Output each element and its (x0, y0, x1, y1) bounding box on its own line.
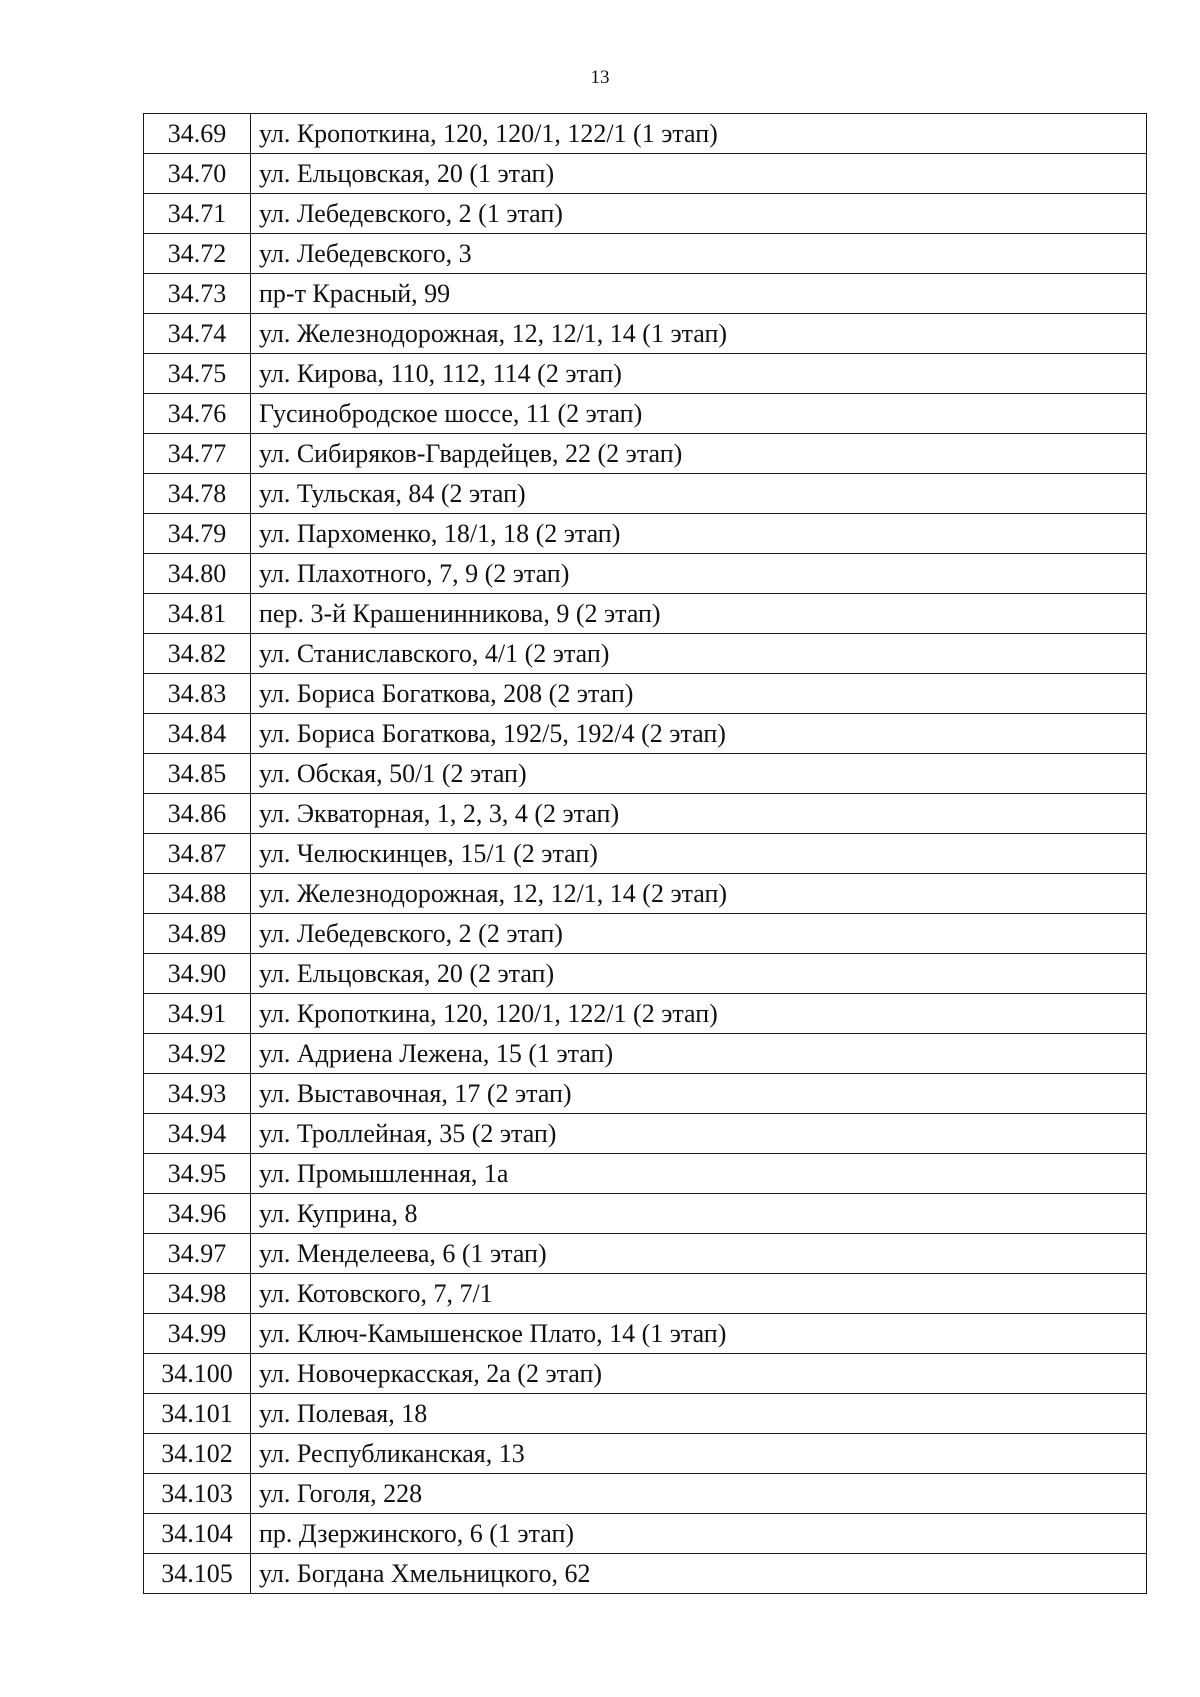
table-row (144, 234, 1147, 274)
address-cell: ул. Лебедевского, 2 (2 этап) (251, 914, 1147, 954)
row-number-cell: 34.86 (144, 794, 251, 834)
address-cell: ул. Железнодорожная, 12, 12/1, 14 (2 этап) (251, 874, 1147, 914)
address-cell: ул. Станиславского, 4/1 (2 этап) (251, 634, 1147, 674)
table-row (144, 514, 1147, 554)
address-cell: ул. Троллейная, 35 (2 этап) (251, 1114, 1147, 1154)
address-cell: ул. Кирова, 110, 112, 114 (2 этап) (251, 354, 1147, 394)
address-cell: ул. Выставочная, 17 (2 этап) (251, 1074, 1147, 1114)
table-row (144, 914, 1147, 954)
table-row (144, 1434, 1147, 1474)
row-number-cell: 34.101 (144, 1394, 251, 1434)
table-row (144, 1314, 1147, 1354)
row-number-cell: 34.72 (144, 234, 251, 274)
address-cell: ул. Промышленная, 1а (251, 1154, 1147, 1194)
table-row (144, 1274, 1147, 1314)
address-cell: ул. Гоголя, 228 (251, 1474, 1147, 1514)
table-row (144, 1234, 1147, 1274)
table-row (144, 554, 1147, 594)
table-row (144, 154, 1147, 194)
table-row (144, 1114, 1147, 1154)
row-number-cell: 34.81 (144, 594, 251, 634)
row-number-cell: 34.73 (144, 274, 251, 314)
address-table-body (144, 114, 1147, 1594)
address-cell: ул. Обская, 50/1 (2 этап) (251, 754, 1147, 794)
row-number-cell: 34.69 (144, 114, 251, 154)
address-cell: ул. Кропоткина, 120, 120/1, 122/1 (1 этап) (251, 114, 1147, 154)
table-row (144, 1554, 1147, 1594)
address-cell: ул. Лебедевского, 2 (1 этап) (251, 194, 1147, 234)
row-number-cell: 34.102 (144, 1434, 251, 1474)
address-cell: ул. Ельцовская, 20 (1 этап) (251, 154, 1147, 194)
address-cell: ул. Ельцовская, 20 (2 этап) (251, 954, 1147, 994)
row-number-cell: 34.82 (144, 634, 251, 674)
row-number-cell: 34.84 (144, 714, 251, 754)
address-table (143, 113, 1147, 1594)
address-cell: ул. Республиканская, 13 (251, 1434, 1147, 1474)
table-row (144, 714, 1147, 754)
table-row (144, 1474, 1147, 1514)
address-cell: ул. Новочеркасская, 2а (2 этап) (251, 1354, 1147, 1394)
address-cell: ул. Тульская, 84 (2 этап) (251, 474, 1147, 514)
address-cell: ул. Менделеева, 6 (1 этап) (251, 1234, 1147, 1274)
address-cell: Гусинобродское шоссе, 11 (2 этап) (251, 394, 1147, 434)
address-cell: ул. Котовского, 7, 7/1 (251, 1274, 1147, 1314)
row-number-cell: 34.100 (144, 1354, 251, 1394)
table-row (144, 1514, 1147, 1554)
table-row (144, 1354, 1147, 1394)
table-row (144, 994, 1147, 1034)
table-row (144, 114, 1147, 154)
row-number-cell: 34.74 (144, 314, 251, 354)
row-number-cell: 34.71 (144, 194, 251, 234)
row-number-cell: 34.95 (144, 1154, 251, 1194)
row-number-cell: 34.104 (144, 1514, 251, 1554)
table-row (144, 354, 1147, 394)
address-cell: пер. 3-й Крашенинникова, 9 (2 этап) (251, 594, 1147, 634)
table-row (144, 874, 1147, 914)
row-number-cell: 34.70 (144, 154, 251, 194)
row-number-cell: 34.80 (144, 554, 251, 594)
table-row (144, 194, 1147, 234)
row-number-cell: 34.91 (144, 994, 251, 1034)
address-cell: ул. Экваторная, 1, 2, 3, 4 (2 этап) (251, 794, 1147, 834)
row-number-cell: 34.99 (144, 1314, 251, 1354)
row-number-cell: 34.88 (144, 874, 251, 914)
page-number: 13 (590, 67, 610, 88)
address-cell: ул. Бориса Богаткова, 208 (2 этап) (251, 674, 1147, 714)
row-number-cell: 34.89 (144, 914, 251, 954)
row-number-cell: 34.90 (144, 954, 251, 994)
address-cell: ул. Бориса Богаткова, 192/5, 192/4 (2 этап) (251, 714, 1147, 754)
address-cell: ул. Челюскинцев, 15/1 (2 этап) (251, 834, 1147, 874)
row-number-cell: 34.78 (144, 474, 251, 514)
address-cell: ул. Куприна, 8 (251, 1194, 1147, 1234)
table-row (144, 474, 1147, 514)
table-row (144, 834, 1147, 874)
address-cell: ул. Полевая, 18 (251, 1394, 1147, 1434)
address-cell: ул. Пархоменко, 18/1, 18 (2 этап) (251, 514, 1147, 554)
table-row (144, 434, 1147, 474)
address-cell: ул. Богдана Хмельницкого, 62 (251, 1554, 1147, 1594)
row-number-cell: 34.105 (144, 1554, 251, 1594)
table-row (144, 954, 1147, 994)
table-row (144, 674, 1147, 714)
row-number-cell: 34.77 (144, 434, 251, 474)
table-row (144, 794, 1147, 834)
table-row (144, 394, 1147, 434)
row-number-cell: 34.87 (144, 834, 251, 874)
table-row (144, 1194, 1147, 1234)
address-cell: пр-т Красный, 99 (251, 274, 1147, 314)
table-row (144, 274, 1147, 314)
table-row (144, 754, 1147, 794)
row-number-cell: 34.83 (144, 674, 251, 714)
address-cell: ул. Железнодорожная, 12, 12/1, 14 (1 этап) (251, 314, 1147, 354)
table-row (144, 1034, 1147, 1074)
table-row (144, 1154, 1147, 1194)
row-number-cell: 34.92 (144, 1034, 251, 1074)
table-row (144, 1394, 1147, 1434)
row-number-cell: 34.103 (144, 1474, 251, 1514)
address-cell: ул. Плахотного, 7, 9 (2 этап) (251, 554, 1147, 594)
row-number-cell: 34.94 (144, 1114, 251, 1154)
row-number-cell: 34.98 (144, 1274, 251, 1314)
row-number-cell: 34.75 (144, 354, 251, 394)
row-number-cell: 34.96 (144, 1194, 251, 1234)
table-row (144, 314, 1147, 354)
table-row (144, 594, 1147, 634)
address-cell: ул. Лебедевского, 3 (251, 234, 1147, 274)
address-cell: ул. Кропоткина, 120, 120/1, 122/1 (2 этап) (251, 994, 1147, 1034)
row-number-cell: 34.85 (144, 754, 251, 794)
row-number-cell: 34.76 (144, 394, 251, 434)
table-row (144, 634, 1147, 674)
address-cell: ул. Адриена Лежена, 15 (1 этап) (251, 1034, 1147, 1074)
address-cell: ул. Сибиряков-Гвардейцев, 22 (2 этап) (251, 434, 1147, 474)
table-row (144, 1074, 1147, 1114)
row-number-cell: 34.93 (144, 1074, 251, 1114)
row-number-cell: 34.97 (144, 1234, 251, 1274)
row-number-cell: 34.79 (144, 514, 251, 554)
address-cell: пр. Дзержинского, 6 (1 этап) (251, 1514, 1147, 1554)
address-cell: ул. Ключ-Камышенское Плато, 14 (1 этап) (251, 1314, 1147, 1354)
